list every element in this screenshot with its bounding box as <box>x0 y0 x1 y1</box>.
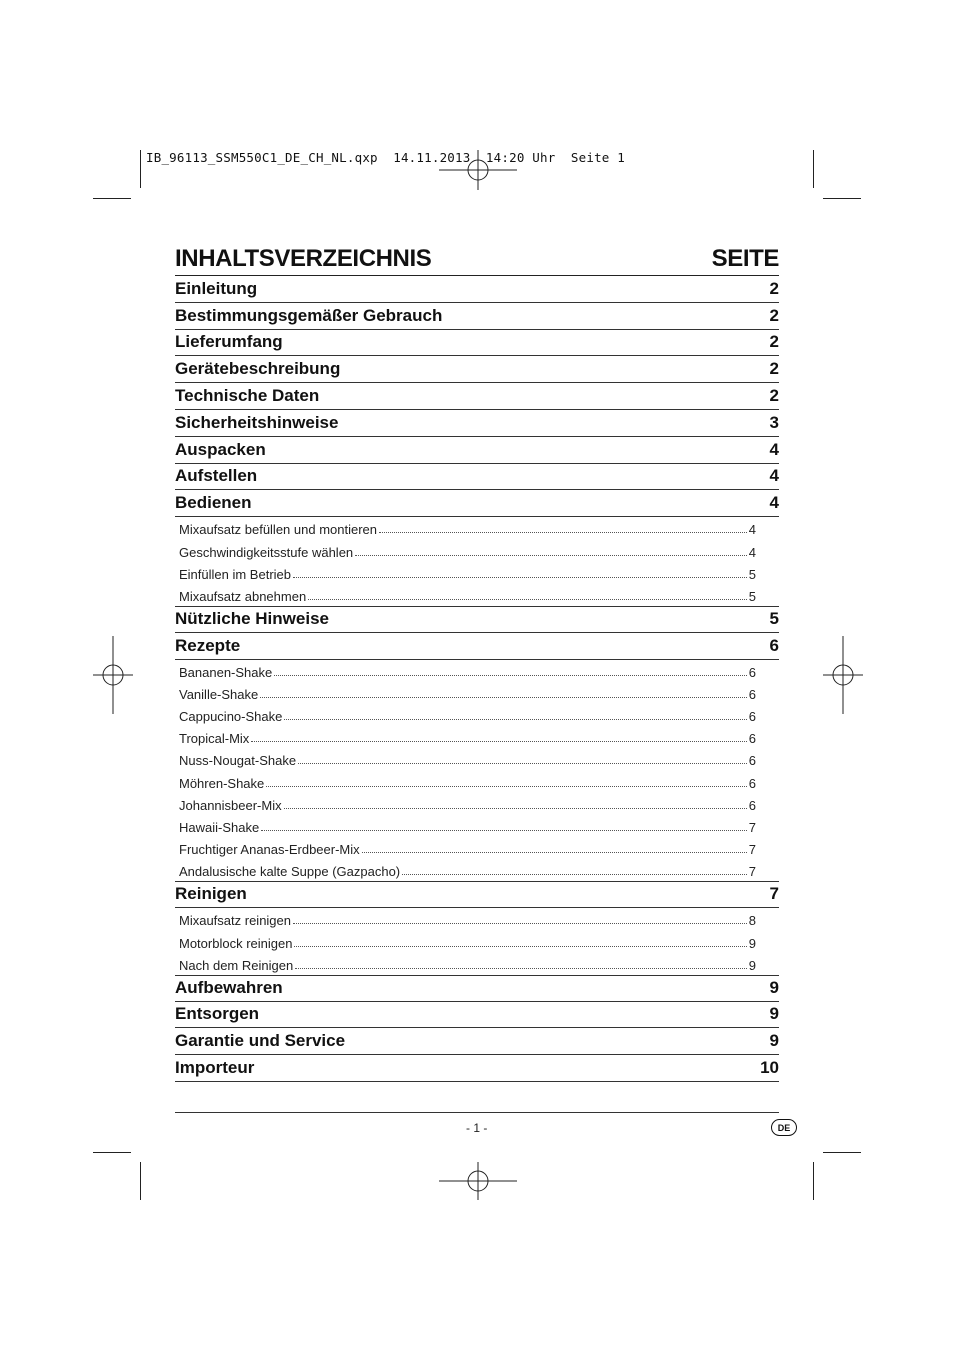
toc-entry-page: 4 <box>769 439 779 459</box>
toc-subsection-entry <box>175 517 779 539</box>
toc-entry-page: 9 <box>769 1031 779 1051</box>
toc-entry-label: Rezepte <box>175 635 241 655</box>
toc-entry-label: Hawaii-Shake <box>179 820 260 836</box>
toc-entry-label: Entsorgen <box>175 1004 260 1024</box>
dot-leader <box>274 675 747 676</box>
toc-entry-page: 4 <box>769 466 779 486</box>
dot-leader <box>293 923 747 924</box>
dot-leader <box>308 599 747 600</box>
registration-mark-top <box>439 150 517 190</box>
toc-entry-page: 6 <box>769 635 779 655</box>
toc-section-entry <box>175 1002 779 1029</box>
dot-leader <box>298 763 747 764</box>
toc-subsection-entry <box>175 953 779 975</box>
toc-entry-label: Motorblock reinigen <box>179 935 293 951</box>
toc-section-entry <box>175 881 779 908</box>
toc-entry-page: 2 <box>769 359 779 379</box>
dot-leader <box>293 577 747 578</box>
dot-leader <box>294 946 746 947</box>
dot-leader <box>284 719 746 720</box>
toc-entry-page: 6 <box>748 664 756 680</box>
toc-entry-page: 6 <box>748 775 756 791</box>
toc-subsection-entry <box>175 770 779 792</box>
toc-entry-page: 2 <box>769 385 779 405</box>
toc-subsection-entry <box>175 859 779 881</box>
print-slug: IB_96113_SSM550C1_DE_CH_NL.qxp 14.11.2013 14:20 Uhr Seite 1 <box>146 150 625 165</box>
toc-subsection-entry <box>175 726 779 748</box>
toc-entry-label: Aufbewahren <box>175 977 283 997</box>
toc-subsection-entry <box>175 815 779 837</box>
toc-subsection-entry <box>175 930 779 952</box>
toc-subsection-entry <box>175 660 779 682</box>
toc-entry-page: 5 <box>769 608 779 628</box>
toc-section-entry <box>175 330 779 357</box>
toc-entry-page: 3 <box>769 412 779 432</box>
toc-section-entry <box>175 383 779 410</box>
toc-entry-page: 9 <box>769 1004 779 1024</box>
toc-subsection-entry <box>175 748 779 770</box>
toc-section-entry <box>175 633 779 660</box>
toc-entry-label: Bananen-Shake <box>179 664 273 680</box>
toc-title: INHALTSVERZEICHNIS <box>175 245 432 272</box>
toc-header <box>175 244 779 276</box>
toc-entry-label: Mixaufsatz reinigen <box>179 913 291 929</box>
dot-leader <box>261 830 747 831</box>
dot-leader <box>402 874 747 875</box>
toc-section-entry <box>175 276 779 303</box>
toc-section-entry <box>175 975 779 1002</box>
registration-mark-bottom <box>439 1162 517 1200</box>
toc-entry-label: Nützliche Hinweise <box>175 608 329 628</box>
toc-entries <box>175 276 779 1082</box>
toc-section-entry <box>175 303 779 330</box>
toc-entry-page: 7 <box>748 842 756 858</box>
toc-entry-label: Cappucino-Shake <box>179 709 283 725</box>
toc-entry-label: Einleitung <box>175 278 258 298</box>
toc-entry-page: 9 <box>748 935 756 951</box>
toc-entry-label: Bedienen <box>175 493 252 513</box>
toc-entry-page: 6 <box>748 709 756 725</box>
toc-entry-page: 9 <box>769 977 779 997</box>
toc-entry-page: 7 <box>748 820 756 836</box>
toc-entry-page: 6 <box>748 797 756 813</box>
toc-entry-label: Geschwindigkeitsstufe wählen <box>179 544 354 560</box>
language-badge: DE <box>771 1119 797 1136</box>
toc-entry-page: 2 <box>769 332 779 352</box>
toc-entry-page: 4 <box>769 493 779 513</box>
dot-leader <box>355 555 747 556</box>
toc-entry-label: Tropical-Mix <box>179 731 250 747</box>
toc-entry-page: 5 <box>748 588 756 604</box>
toc-section-entry <box>175 490 779 517</box>
toc-page-header: SEITE <box>711 245 779 272</box>
toc-entry-label: Vanille-Shake <box>179 686 259 702</box>
toc-entry-label: Johannisbeer-Mix <box>179 797 282 813</box>
toc-entry-label: Möhren-Shake <box>179 775 265 791</box>
toc-entry-label: Auspacken <box>175 439 266 459</box>
toc-section-entry <box>175 606 779 633</box>
toc-entry-label: Mixaufsatz befüllen und montieren <box>179 522 378 538</box>
toc-section-entry <box>175 1055 779 1082</box>
toc-section-entry <box>175 464 779 491</box>
toc-entry-label: Nuss-Nougat-Shake <box>179 753 297 769</box>
toc-entry-page: 9 <box>748 957 756 973</box>
toc-section-entry <box>175 356 779 383</box>
toc-entry-label: Lieferumfang <box>175 332 283 352</box>
toc-entry-label: Nach dem Reinigen <box>179 957 294 973</box>
toc-entry-label: Garantie und Service <box>175 1031 346 1051</box>
toc-section-entry <box>175 437 779 464</box>
toc-entry-page: 7 <box>769 884 779 904</box>
toc-section-entry <box>175 1028 779 1055</box>
dot-leader <box>362 852 747 853</box>
toc-subsection-entry <box>175 539 779 561</box>
registration-mark-right <box>823 636 863 714</box>
toc-entry-label: Gerätebeschreibung <box>175 359 341 379</box>
toc-subsection-entry <box>175 704 779 726</box>
dot-leader <box>266 786 746 787</box>
toc-entry-page: 2 <box>769 278 779 298</box>
toc-entry-page: 6 <box>748 753 756 769</box>
toc-entry-page: 7 <box>748 864 756 880</box>
toc-entry-label: Technische Daten <box>175 385 320 405</box>
toc-subsection-entry <box>175 562 779 584</box>
toc-entry-label: Fruchtiger Ananas-Erdbeer-Mix <box>179 842 360 858</box>
toc-subsection-entry <box>175 837 779 859</box>
toc-entry-label: Reinigen <box>175 884 247 904</box>
toc-entry-page: 6 <box>748 731 756 747</box>
toc-entry-page: 6 <box>748 686 756 702</box>
toc-entry-page: 8 <box>748 913 756 929</box>
toc-entry-label: Importeur <box>175 1057 255 1077</box>
dot-leader <box>260 697 747 698</box>
toc-entry-page: 5 <box>748 566 756 582</box>
registration-mark-left <box>93 636 133 714</box>
toc-subsection-entry <box>175 584 779 606</box>
toc-subsection-entry <box>175 682 779 704</box>
footer-rule <box>175 1112 779 1113</box>
toc-entry-label: Aufstellen <box>175 466 258 486</box>
toc-entry-page: 4 <box>748 544 756 560</box>
toc-entry-page: 2 <box>769 305 779 325</box>
toc-entry-page: 4 <box>748 522 756 538</box>
toc-entry-label: Sicherheitshinweise <box>175 412 339 432</box>
dot-leader <box>284 808 747 809</box>
toc-entry-label: Mixaufsatz abnehmen <box>179 588 307 604</box>
toc-entry-page: 10 <box>760 1057 779 1077</box>
toc-entry-label: Einfüllen im Betrieb <box>179 566 291 582</box>
toc-entry-label: Bestimmungsgemäßer Gebrauch <box>175 305 443 325</box>
page-number: - 1 - <box>466 1121 488 1135</box>
dot-leader <box>295 968 747 969</box>
dot-leader <box>251 741 746 742</box>
dot-leader <box>379 532 747 533</box>
toc-subsection-entry <box>175 908 779 930</box>
table-of-contents <box>175 244 779 1082</box>
toc-entry-label: Andalusische kalte Suppe (Gazpacho) <box>179 864 401 880</box>
toc-section-entry <box>175 410 779 437</box>
toc-subsection-entry <box>175 793 779 815</box>
